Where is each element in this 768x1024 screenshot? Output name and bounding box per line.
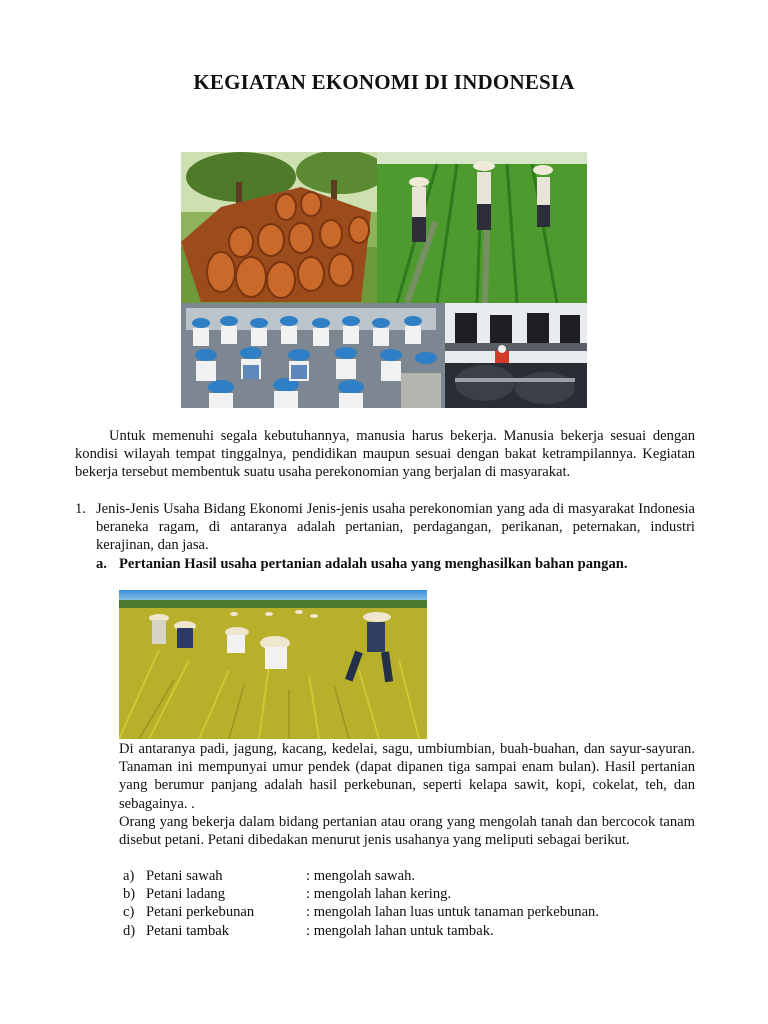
farmer-type-name: Petani perkebunan [146,904,255,921]
list-letter: c) [123,904,135,921]
economy-photo-collage [181,152,587,408]
farmer-type-name: Petani ladang [146,886,226,903]
rice-field-workers-photo [377,152,587,303]
list-letter: b) [123,886,136,903]
farmers-paragraph: Orang yang bekerja dalam bidang pertanian atau orang yang mengolah tanah dan bercocok tanam disebut petani. Petani dibedakan menurut jenis usahanya yang meliputi sebagai berikut. [119,814,695,849]
rice-harvest-photo [119,590,427,739]
sub-item-letter: a. [96,556,107,572]
list-item [123,885,683,903]
list-letter: a) [123,868,135,884]
intro-paragraph: Untuk memenuhi segala kebutuhannya, manusia harus bekerja. Manusia bekerja sesuai dengan kondisi wilayah tempat tinggalnya, pendidikan maupun sesuai dengan bakat ketrampilannya. Kegiatan bekerja tersebut membentuk suatu usaha perekonomian yang berjalan di masyarakat. [75,428,695,481]
list-item [123,867,683,885]
farmer-type-desc: : mengolah sawah. [306,868,416,884]
sub-item-a [96,555,695,573]
list-letter: d) [123,922,136,939]
list-number: 1. [75,501,86,517]
list-item-1 [75,500,695,555]
farmer-type-desc: : mengolah lahan luas untuk tanaman perkebunan. [306,904,600,921]
farmer-type-desc: : mengolah lahan untuk tambak. [306,922,494,939]
list-item [123,903,683,921]
farmer-types-list [123,867,683,940]
industrial-machinery-photo [445,303,587,408]
list-item-text: Jenis-Jenis Usaha Bidang Ekonomi Jenis-jenis usaha perekonomian yang ada di masyarakat Indonesia beraneka ragam, di antaranya adalah pertanian, perdagangan, perikanan, peternakan, industri kerajinan, dan jasa. [96,501,695,554]
crops-paragraph: Di antaranya padi, jagung, kacang, kedelai, sagu, umbiumbian, buah-buahan, dan sayur-sayuran. Tanaman ini mempunyai umur pendek (dapat dipanen tiga sampai enam bulan). Hasil pertanian yang berumur panjang adalah hasil perkebunan, seperti kelapa sawit, kopi, cokelat, teh, dan sebagainya. . [119,741,695,812]
factory-workers-photo [181,303,445,408]
farmer-type-name: Petani tambak [146,922,230,939]
sub-item-heading: Pertanian Hasil usaha pertanian adalah usaha yang menghasilkan bahan pangan. [119,556,628,572]
document-title: KEGIATAN EKONOMI DI INDONESIA [193,70,575,94]
list-item [123,922,683,940]
farmer-type-desc: : mengolah lahan kering. [306,886,452,903]
farmer-type-name: Petani sawah [146,868,223,884]
timber-logs-photo [181,152,377,303]
